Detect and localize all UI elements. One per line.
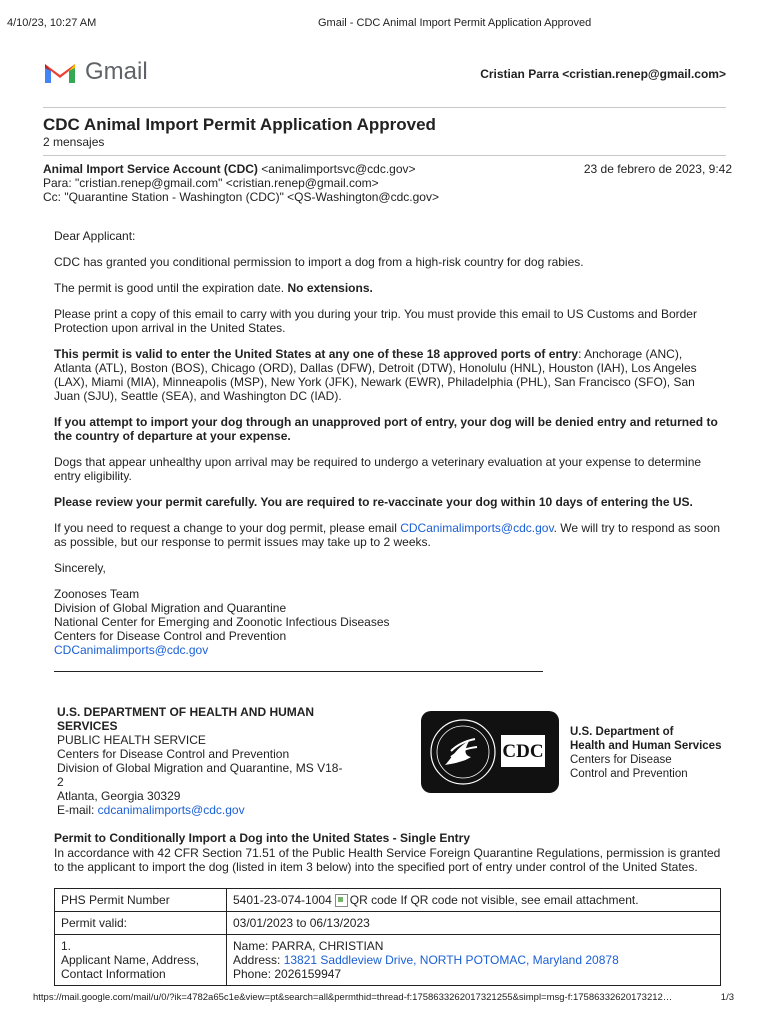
- message-cc: Cc: "Quarantine Station - Washington (CDC)" <QS-Washington@cdc.gov>: [43, 190, 439, 204]
- permit-number-cell: 5401-23-074-1004 QR code If QR code not visible, see email attachment.: [227, 889, 721, 912]
- permit-valid-value: 03/01/2023 to 06/13/2023: [227, 912, 721, 935]
- thread-subject: CDC Animal Import Permit Application Approved: [43, 115, 436, 134]
- department-address: U.S. DEPARTMENT OF HEALTH AND HUMAN SERVICES PUBLIC HEALTH SERVICE Centers for Disease Control and Prevention Division of Global Migration and Quarantine, MS V18-2 Atlanta, Georgia 30329 E-mail: cdcanimalimports@cdc.gov: [57, 705, 343, 817]
- table-row: [55, 912, 721, 935]
- closing: Sincerely,: [54, 561, 106, 575]
- gmail-wordmark: Gmail: [85, 58, 148, 85]
- permit-table: [54, 888, 721, 986]
- table-row: [55, 889, 721, 912]
- permit-title: Permit to Conditionally Import a Dog into the United States - Single Entry: [54, 831, 471, 845]
- table-row: [55, 935, 721, 986]
- hhs-cdc-logo: [421, 711, 559, 793]
- signature-divider: [54, 671, 543, 672]
- message-body: [54, 229, 722, 672]
- broken-image-icon: [335, 894, 348, 907]
- body-paragraph: The permit is good until the expiration date. No extensions.: [54, 281, 373, 295]
- sender-email: <animalimportsvc@cdc.gov>: [261, 162, 416, 176]
- gmail-m-icon: [43, 59, 77, 85]
- warning-paragraph: If you attempt to import your dog through an unapproved port of entry, your dog will be denied entry and returned to the country of departure at your expense.: [54, 415, 718, 443]
- body-paragraph: CDC has granted you conditional permission to import a dog from a high-risk country for dog rabies.: [54, 255, 584, 269]
- body-paragraph: If you need to request a change to your dog permit, please email CDCanimalimports@cdc.gov. We will try to respond as soon as possible, but our response to permit issues may take up to 2 weeks.: [54, 521, 721, 549]
- header-divider: [43, 107, 726, 108]
- cdc-badge: CDC: [502, 741, 544, 762]
- cdc-email-link[interactable]: CDCanimalimports@cdc.gov: [400, 521, 554, 535]
- print-page-title: Gmail - CDC Animal Import Permit Application Approved: [318, 17, 592, 29]
- applicant-info: Name: PARRA, CHRISTIAN Address: 13821 Saddleview Drive, NORTH POTOMAC, Maryland 20878 Phone: 2026159947: [227, 935, 721, 986]
- permit-valid-label: Permit valid:: [55, 912, 227, 935]
- gmail-logo[interactable]: [43, 58, 148, 86]
- address-link[interactable]: 13821 Saddleview Drive, NORTH POTOMAC, Maryland 20878: [283, 953, 619, 968]
- thread-message-count: 2 mensajes: [43, 135, 105, 149]
- permit-description: In accordance with 42 CFR Section 71.51 of the Public Health Service Foreign Quarantine Regulations, permission is granted to the applicant to import the dog (listed in item 3 below) into the specified port of entry under control of the United States.: [54, 846, 721, 874]
- message-date: 23 de febrero de 2023, 9:42: [583, 162, 732, 176]
- print-datetime: 4/10/23, 10:27 AM: [7, 17, 97, 29]
- permit-number-label: PHS Permit Number: [55, 889, 227, 912]
- message-from: [43, 162, 439, 176]
- print-footer-url: https://mail.google.com/mail/u/0/?ik=4782a65c1e&view=pt&search=all&permthid=thread-f:1758633262017321255&simpl=msg-f:17586332620173212…: [33, 992, 673, 1003]
- message-header: [43, 162, 439, 204]
- signature: Zoonoses Team Division of Global Migration and Quarantine National Center for Emerging and Zoonotic Infectious Diseases Centers for Disease Control and Prevention CDCanimalimports@cdc.gov: [54, 587, 722, 657]
- applicant-label: 1. Applicant Name, Address, Contact Information: [55, 935, 227, 986]
- body-paragraph: Please print a copy of this email to carry with you during your trip. You must provide this email to US Customs and Border Protection upon arrival in the United States.: [54, 307, 697, 335]
- account-identity: Cristian Parra <cristian.renep@gmail.com>: [480, 67, 726, 81]
- hhs-logo-text: U.S. Department of Health and Human Services Centers for Disease Control and Prevention: [570, 726, 722, 780]
- review-paragraph: Please review your permit carefully. You are required to re-vaccinate your dog within 10 days of entering the US.: [54, 495, 693, 509]
- department-email-link[interactable]: cdcanimalimports@cdc.gov: [97, 803, 245, 817]
- subject-divider: [43, 155, 726, 156]
- body-paragraph: Dogs that appear unhealthy upon arrival may be required to undergo a veterinary evaluation at your expense to determine entry eligibility.: [54, 455, 702, 483]
- signature-email-link[interactable]: CDCanimalimports@cdc.gov: [54, 643, 209, 657]
- message-to: Para: "cristian.renep@gmail.com" <cristian.renep@gmail.com>: [43, 176, 379, 190]
- greeting: Dear Applicant:: [54, 229, 136, 243]
- sender-name: Animal Import Service Account (CDC): [43, 162, 258, 176]
- print-page-number: 1/3: [720, 992, 734, 1003]
- ports-paragraph: This permit is valid to enter the United States at any one of these 18 approved ports of entry: Anchorage (ANC), Atlanta (ATL), Boston (BOS), Chicago (ORD), Dallas (DFW), Detroit (DTW), Honolulu (HNL), Houston (IAH), Los Angeles (LAX), Miami (MIA), Minneapolis (MSP), New York (JFK), Newark (EWR), Philadelphia (PHL), San Francisco (SFO), San Juan (SJU), Seattle (SEA), and Washington DC (IAD).: [54, 347, 697, 403]
